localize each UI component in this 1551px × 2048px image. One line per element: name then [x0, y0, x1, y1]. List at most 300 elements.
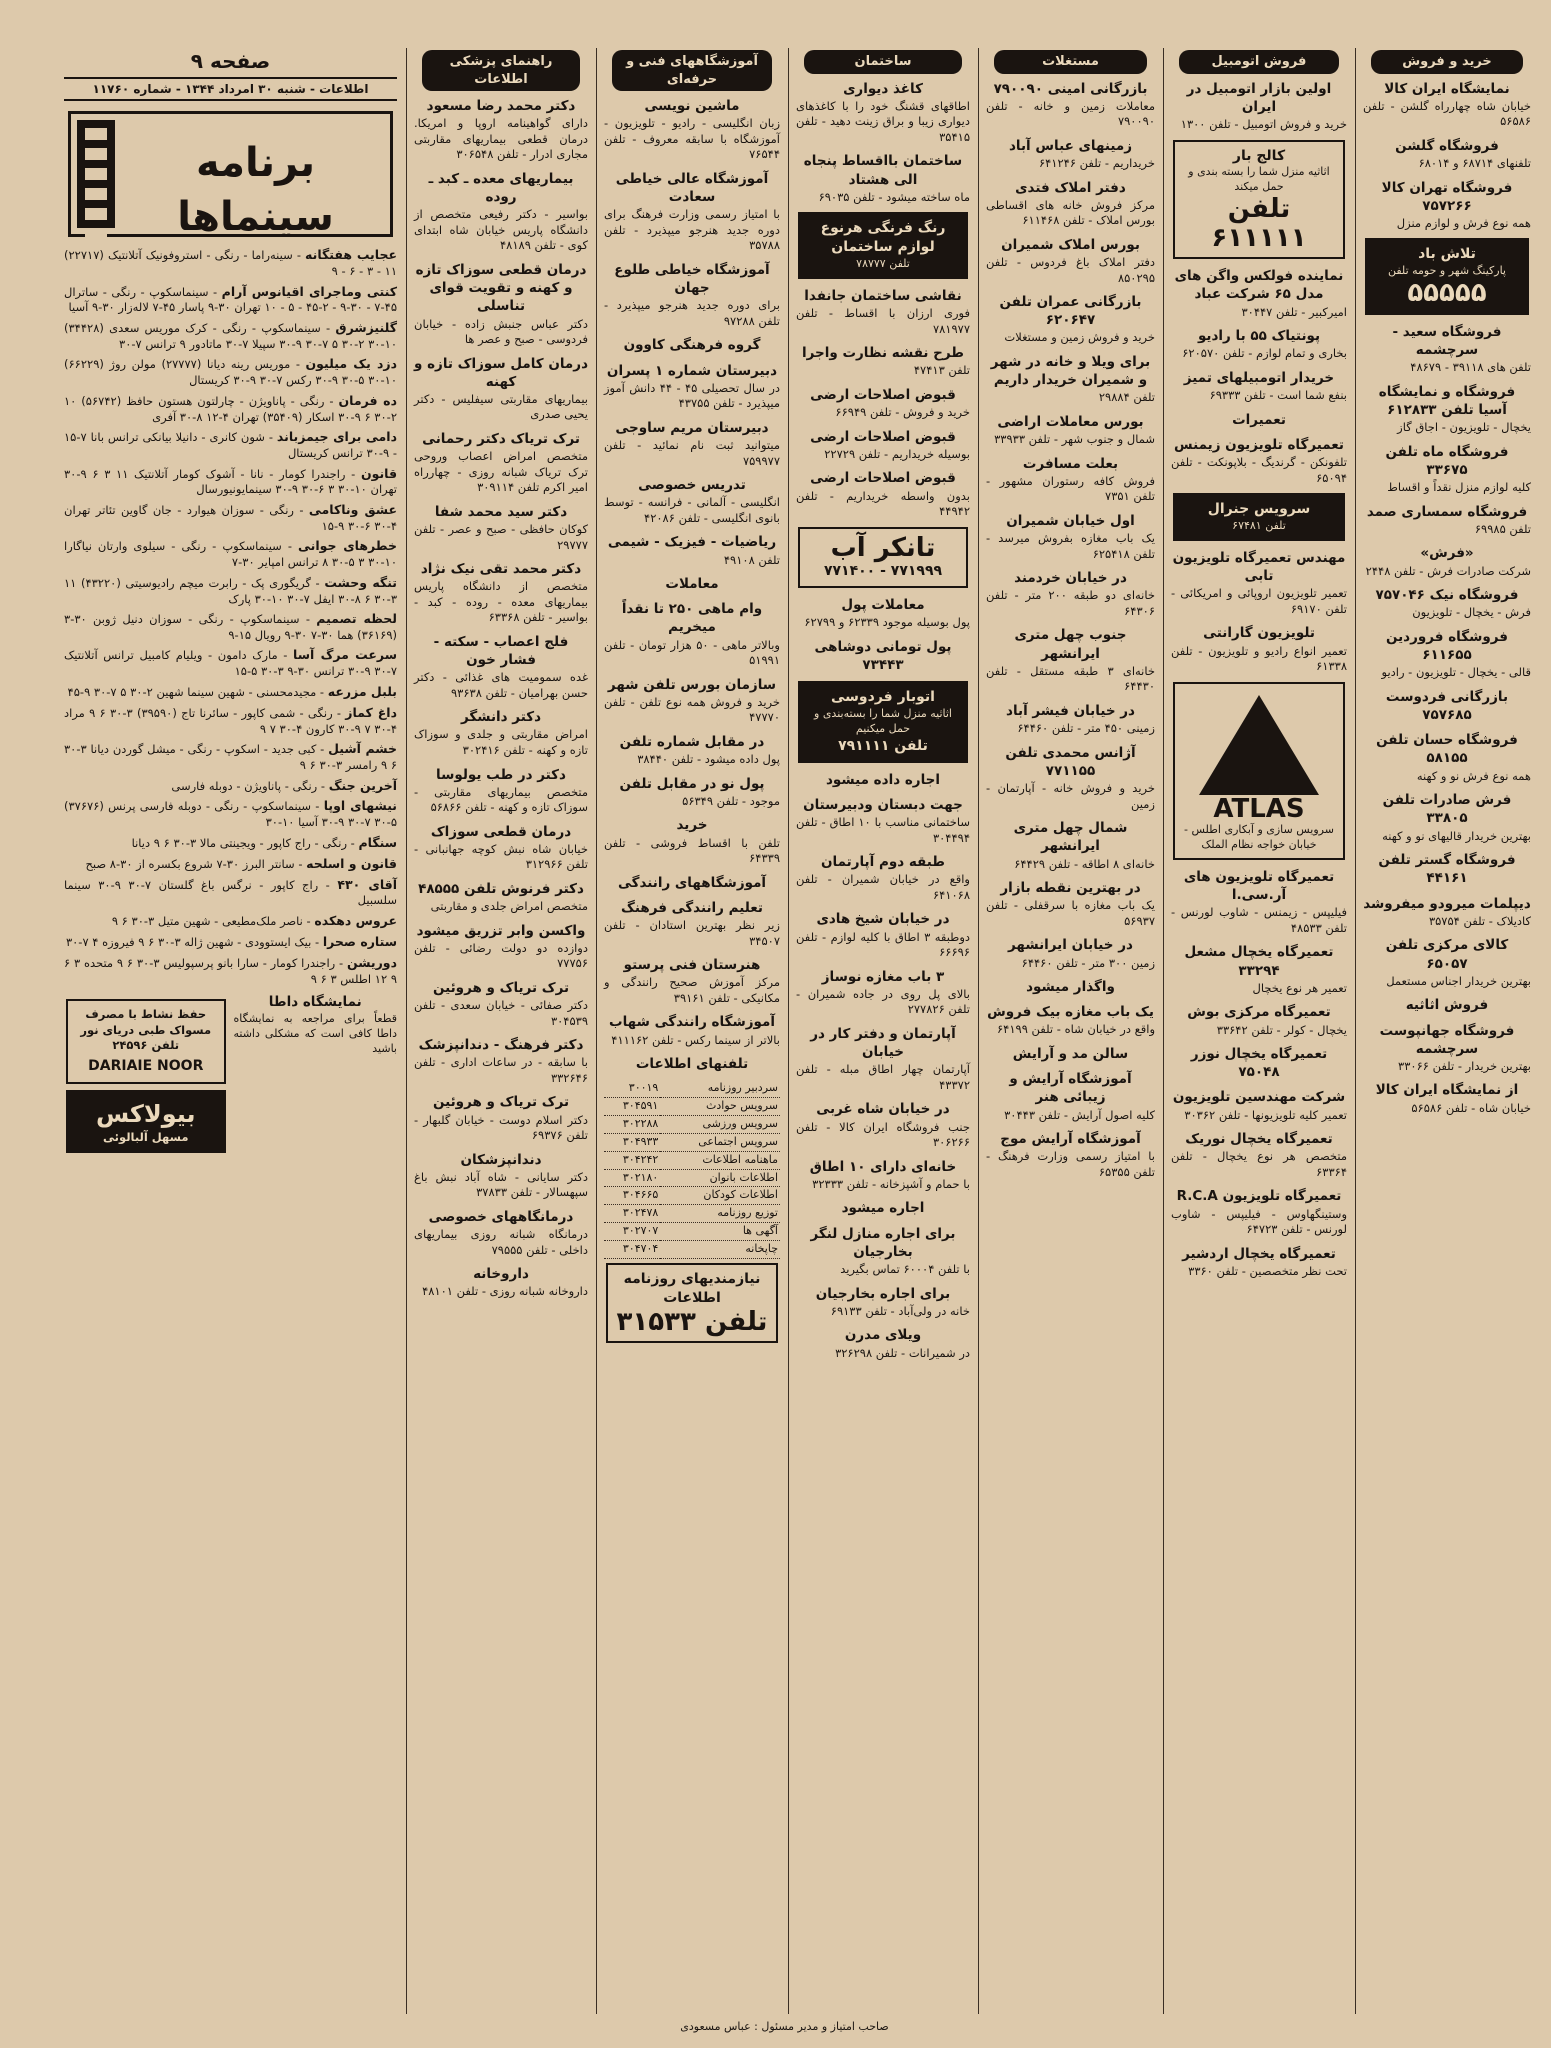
- ad-title: درمان قطعی سوزاک تازه و کهنه و تقویت قوای تناسلی: [415, 261, 587, 315]
- box-sub: اثاثیه منزل شما را بسته بندی و حمل میکند: [1188, 165, 1330, 194]
- box-phone: ۵۵۵۵۵: [1407, 278, 1487, 309]
- ad-title: بعلت مسافرت: [1022, 455, 1119, 472]
- classified-ad: [986, 626, 1155, 694]
- ad-title: دندانپزشکان: [460, 1151, 542, 1168]
- classified-ad: [796, 1158, 970, 1193]
- ad-sub: مسهل آلبالوئی: [103, 1129, 189, 1144]
- classified-ad: [796, 469, 970, 519]
- ad-list: [796, 80, 970, 1361]
- ad-body: با سابقه - در ساعات اداری - تلفن ۳۳۲۶۴۶: [414, 1055, 588, 1085]
- classified-ad: [414, 503, 588, 553]
- ad-title: آموزشگاههای رانندگی: [617, 874, 767, 891]
- classified-ad: [604, 733, 780, 768]
- column-rule: [406, 48, 407, 2014]
- classified-ad: [1171, 267, 1347, 320]
- film-title: دامی برای جیمزباند: [276, 429, 397, 445]
- ad-body: تلفن با اقساط فروشی - تلفن ۶۴۳۳۹: [604, 835, 780, 866]
- classified-ad: [986, 936, 1155, 971]
- ad-body: مرکز آموزش صحیح رانندگی و مکانیکی - تلفن ۳۹۱۶۱: [604, 975, 780, 1005]
- ad-body: متخصص از دانشگاه پاریس بیماریهای معده - روده - کبد - بواسیر - تلفن ۶۳۳۶۸: [414, 579, 588, 625]
- ad-title: بیماریهای معده ـ کبد ـ روده: [428, 170, 574, 206]
- ad-body: دفتر املاک باغ فردوس - تلفن ۸۵۰۲۹۵: [986, 255, 1155, 285]
- showtimes: رنگی - پاناویژن - چارلتون هستون حافظ (۵۶۷۴۲) ۱۰ ۲-۳۰ ۶ ۹-۳۰ اسکار (۳۵۴۰۹) تهران ۴-۱۲ ۸-۳۰ آفری: [64, 393, 397, 424]
- ad-body: تحت نظر متخصصین - تلفن ۳۳۶۰: [1188, 1263, 1347, 1278]
- phone-number: ۳۰۴۶۶۵: [604, 1187, 660, 1205]
- showtimes: سینماسکوپ - رنگی - سوزان دنیل ژوبن ۳۰-۳ (۳۶۱۶۹) هما ۳۰-۷ ۳۰-۹ رویال ۱۵-۹: [64, 612, 397, 642]
- ad-body: خانه‌ای ۳ طبقه مستقل - تلفن ۶۴۴۳۰: [986, 663, 1155, 694]
- ad-title: تعلیم رانندگی فرهنگ: [621, 899, 763, 916]
- ad-title: برای اجاره بخارجیان: [815, 1285, 951, 1302]
- classified-ad: [796, 638, 970, 674]
- ad-body: دارای گواهینامه اروپا و امریکا. درمان قطعی بیماریهای مقاربتی مجاری ادرار - تلفن ۳۰۶۵۴۸: [414, 116, 588, 162]
- ad-body: قطعاً برای مراجعه به نمایشگاه داطا کافی است که مشکلی داشته باشید: [233, 1012, 397, 1055]
- phone-number: ۳۰۲۴۷۸: [604, 1205, 660, 1223]
- column-schools: [598, 48, 786, 2014]
- ad-body: بهترین خریدار قالیهای نو و کهنه: [1382, 828, 1531, 843]
- classified-ad: [986, 179, 1155, 229]
- showtimes: موریس رینه دیانا (۲۷۷۷۷) مولن روژ (۶۶۲۲۹) ۱۰-۳۰ ۵-۳۰ ۹-۳۰ رکس ۷-۳۰ ۹-۳۰ کریستال: [64, 357, 397, 388]
- kalaj-movers-box-ad: [1173, 140, 1345, 260]
- ad-body: بخاری و تمام لوازم - تلفن ۶۲۰۵۷۰: [1182, 346, 1347, 361]
- ad-body: با حمام و آشپزخانه - تلفن ۳۲۳۳۳: [812, 1176, 970, 1191]
- showtimes: سینماسکوپ - رنگی - دوبله فارسی پرنس (۳۷۶۷۶) ۵-۳۰ ۷-۳۰ ۹-۳۰ آسیا ۱۰-۳۰: [64, 799, 397, 830]
- ad-body: خرید و فروش اتومبیل - تلفن ۱۳۰۰: [1180, 116, 1347, 131]
- ad-title: فروشگاه سمساری صمد: [1366, 503, 1528, 520]
- column-header: راهنمای پزشکی اطلاعات: [422, 50, 580, 91]
- ad-list: [414, 97, 588, 1300]
- ad-title: سازمان بورس تلفن شهر: [607, 676, 777, 693]
- ad-title: جهت دبستان ودبیرستان: [803, 796, 963, 813]
- ad-title: بازرگانی امینی ۷۹۰۰۹۰: [993, 80, 1148, 97]
- ad-body: شرکت صادرات فرش - تلفن ۲۴۴۸: [1365, 563, 1531, 578]
- ad-title: آژانس محمدی تلفن ۷۷۱۱۵۵: [1005, 744, 1136, 779]
- classified-ad: [604, 336, 780, 354]
- ad-body: واقع در خیابان شمیران - تلفن ۶۴۱۰۶۸: [796, 872, 970, 902]
- classified-ad: [1171, 436, 1347, 486]
- ad-body: برای دوره جدید هنرجو میپذیرد - تلفن ۹۷۲۸۸: [604, 298, 780, 328]
- ad-title: دکتر فرهنگ - دندانپزشک: [418, 1037, 584, 1054]
- ad-title: معاملات پول: [841, 597, 925, 614]
- ad-body: تلفن ۶۹۹۸۵: [1474, 521, 1531, 536]
- phone-name: سرویس ورزشی: [660, 1116, 780, 1134]
- ad-title: ترک تریاک و هروئین: [432, 979, 570, 996]
- showtimes: رنگی - راج کاپور - ویجینتی مالا ۳-۳۰ ۶ ۹ دیانا: [131, 835, 347, 850]
- classified-ad: [796, 428, 970, 463]
- phone-number: ۳۰۰۱۹: [604, 1080, 660, 1097]
- classified-ad: [796, 771, 970, 789]
- ad-body: با تلفن ۶۰۰۰۴ تماس بگیرید: [840, 1262, 970, 1277]
- ad-body: قالی - یخچال - تلویزیون - رادیو: [1381, 665, 1531, 680]
- classified-ad: [604, 575, 780, 593]
- ad-title: پونتیاک ۵۵ با رادیو: [1197, 328, 1321, 345]
- ad-title: ۳ باب مغازه نوساز: [821, 968, 945, 985]
- ad-body: با امتیاز رسمی وزارت فرهنگ برای دوره جدید هنرجو میپذیرد - تلفن ۳۵۷۸۸: [604, 207, 780, 253]
- ad-body: تعمیر هر نوع یخچال: [1252, 980, 1347, 995]
- ad-body: بواسیر - دکتر رفیعی متخصص از دانشگاه پاریس خیابان شاه ابتدای کوی - تلفن ۴۸۱۸۹: [414, 207, 588, 253]
- film-title: دوریشن: [346, 954, 397, 970]
- cinema-entry: آقای ۴۳۰ ‑ راج کاپور - نرگس باغ گلستان ۷-۳۰ ۹-۳۰ سینما سلسبیل: [64, 876, 397, 908]
- ad-body: همه نوع فرش و لوازم منزل: [1396, 215, 1531, 230]
- ad-title: کاغذ دیواری: [843, 80, 923, 97]
- cinema-entry: لحظه تصمیم ‑ سینماسکوپ - رنگی - سوزان دنیل ژوبن ۳۰-۳ (۳۶۱۶۹) هما ۳۰-۷ ۳۰-۹ رویال ۱۵-۹: [64, 611, 398, 642]
- ad-title: قبوض اصلاحات ارضی: [810, 470, 956, 487]
- classified-ad: [604, 775, 780, 810]
- classified-ad: [796, 1199, 970, 1217]
- ad-title: اول خیابان شمیران: [1006, 512, 1135, 529]
- cinema-list: [64, 247, 397, 987]
- film-title: نیشهای اوپا: [323, 798, 397, 814]
- ad-title: شرکت مهندسین تلویزیون: [1172, 1089, 1346, 1106]
- ad-title: دکتر در طب یولوسا: [436, 766, 566, 783]
- ad-title: در خیابان شاه غربی: [816, 1101, 950, 1118]
- column-header: آموزشگاههای فنی و حرفه‌ای: [612, 50, 772, 91]
- ad-title: فروشگاه نیک ۷۵۷۰۴۶: [1375, 587, 1519, 604]
- classified-ad: [414, 1151, 588, 1201]
- classified-ad: [604, 261, 780, 329]
- classified-ad: [604, 600, 780, 668]
- ad-body: فروش کافه رستوران مشهور - تلفن ۷۳۵۱: [986, 473, 1155, 504]
- phone-number: ۳۰۲۷۰۷: [604, 1223, 660, 1241]
- ad-brand: DARIAIE NOOR: [88, 1057, 204, 1074]
- ad-body: در شمیرانات - تلفن ۳۲۶۲۹۸: [835, 1345, 970, 1360]
- classified-ad: [604, 1055, 780, 1073]
- column-rule: [596, 48, 597, 2014]
- film-title: خطرهای جوانی: [298, 538, 397, 554]
- ad-body: کادیلاک - تلفن ۳۵۷۵۴: [1428, 913, 1531, 928]
- page-header: [64, 48, 397, 101]
- showtimes: سینماسکوپ - رنگی - ساترال ۴۵-۷ - ۳۰-۹ - ۲-۴۵ - ۵ - ۱۰ تهران ۳۰-۹ پاسار ۴۵-۷ لاله‌زار ۳۰-۹ آسیا: [64, 284, 397, 315]
- classified-ad: [1363, 731, 1531, 784]
- classified-ad: [986, 80, 1155, 130]
- classified-ad: [796, 796, 970, 846]
- classified-ad: [986, 1130, 1155, 1180]
- ad-body: پول بوسیله موجود ۶۲۳۳۹ و ۶۲۷۹۹: [804, 615, 970, 630]
- general-service-box-ad: [1173, 493, 1345, 541]
- ad-body: اطاقهای قشنگ خود را با کاغذهای دیواری زیبا و براق زینت دهید - تلفن ۳۵۴۱۵: [796, 98, 970, 144]
- film-title: ستاره صحرا: [322, 933, 397, 949]
- cinema-entry: دوریشن ‑ راجندرا کومار - سارا بانو پرسپولیس ۳-۳۰ ۶ ۹ متحده ۳ ۶ ۹ ۱۲ اطلس ۳ ۶ ۹: [64, 954, 397, 986]
- classified-ad: [1363, 443, 1531, 496]
- classified-ad: [1363, 628, 1531, 681]
- showtimes: رنگی - سوزان هیوارد - جان گاوین تئاتر تهران ۴-۳۰ ۶-۳۰ ۹-۱۵: [64, 502, 397, 533]
- classified-ad: [1363, 936, 1531, 989]
- ad-title: پول نو در مقابل تلفن: [619, 775, 765, 792]
- ad-body: تلفن ۴۹۱۰۸: [723, 552, 780, 567]
- ad-title: جنوب چهل متری ایرانشهر: [1014, 627, 1127, 662]
- classified-ad: [986, 1070, 1155, 1123]
- classified-ad: [796, 853, 970, 903]
- ad-body: یخچال - تلویزیون - اجاق گاز: [1397, 420, 1531, 435]
- classified-ad: [414, 979, 588, 1029]
- film-title: قانون: [360, 465, 398, 481]
- ad-title: در خیابان فیشر آباد: [1006, 702, 1135, 719]
- showtimes: راج کاپور - نرگس باغ گلستان ۷-۳۰ ۹-۳۰ سینما سلسبیل: [64, 877, 397, 908]
- classified-ad: [604, 97, 780, 163]
- ad-title: اجاره میشود: [841, 1200, 925, 1217]
- ad-title: تعمیرگاه یخچال نوزر ۷۵۰۴۸: [1190, 1046, 1328, 1081]
- classified-ad: [604, 816, 780, 866]
- ad-title: تعمیرگاه یخچال مشعل ۳۳۲۹۴: [1184, 944, 1334, 979]
- phone-name: اطلاعات کودکان: [660, 1187, 780, 1205]
- ad-body: پول داده میشود - تلفن ۳۸۴۴۰: [637, 752, 780, 767]
- classified-ad: [986, 293, 1155, 346]
- ad-title: خرید: [676, 817, 708, 834]
- film-title: بلبل مزرعه: [327, 683, 397, 699]
- ad-body: بدون واسطه خریداریم - تلفن ۴۴۹۴۲: [796, 488, 970, 519]
- ad-title: ویلای مدرن: [844, 1327, 922, 1344]
- ad-body: فرش - یخچال - تلویزیون: [1412, 605, 1531, 620]
- classified-ad: [414, 1036, 588, 1086]
- classified-ad: [604, 1013, 780, 1048]
- ad-body: دکتر اسلام دوست - خیابان گلبهار - تلفن ۶۹۳۷۶: [414, 1112, 588, 1143]
- classified-ad: [986, 819, 1155, 872]
- showtimes: ناصر ملک‌مطیعی - شهین متیل ۳-۳۰ ۶ ۹: [111, 913, 303, 928]
- film-title: آقای ۴۳۰: [337, 876, 397, 892]
- ad-body: انگلیسی - آلمانی - فرانسه - توسط بانوی انگلیسی - تلفن ۴۲۰۸۶: [604, 495, 780, 525]
- ad-title: نمایشگاه ایران کالا: [1384, 80, 1510, 97]
- classified-ad: [1363, 688, 1531, 724]
- cinema-entry: بلبل مزرعه ‑ مجیدمحسنی - شهین سینما شهین ۲-۳۰ ۵ ۷-۳۰ ۹-۴۵: [67, 683, 397, 699]
- cinema-entry: سنگام ‑ رنگی - راج کاپور - ویجینتی مالا ۳-۳۰ ۶ ۹ دیانا: [131, 834, 397, 850]
- bottom-ads-right: [234, 993, 398, 1159]
- ad-title: تعمیرگاه یخچال اردشیر: [1182, 1245, 1336, 1262]
- classified-ad: [414, 170, 588, 254]
- film-title: ده فرمان: [338, 392, 397, 408]
- box-title: سرویس جنرال: [1207, 501, 1311, 518]
- ad-body: تلفن ۲۹۸۸۴: [1098, 390, 1155, 405]
- ad-body: تلفونکن - گرندیگ - بلاپونکت - تلفن ۶۵۰۹۴: [1171, 455, 1347, 485]
- cinema-entry: خطرهای جوانی ‑ سینماسکوپ - رنگی - سیلوی وارتان نیاگارا ۱۰-۳۰ ۳ ۵-۳۰ ۸ ترانس امپایر ۳۰-۷: [64, 538, 397, 570]
- dateline: اطلاعات - شنبه ۳۰ امرداد ۱۳۴۴ - شماره ۱۱۷۶۰: [64, 77, 397, 101]
- ad-body: معاملات زمین و خانه - تلفن ۷۹۰۰۹۰: [986, 98, 1155, 129]
- ad-title: برای ویلا و خانه در شهر و شمیران خریدار داریم: [990, 353, 1151, 389]
- ad-body: دکتر صفائی - خیابان سعدی - تلفن ۳۰۴۵۳۹: [414, 998, 588, 1028]
- column-auto: [1165, 48, 1353, 2014]
- cinema-entry: گلنیزشرق ‑ سینماسکوپ - رنگی - کرک موریس سعدی (۳۴۴۲۸) ۱۰-۳۰ ۲-۳۰ ۵ ۷-۳۰ ۹-۳۰ سپیلا ۷-۳۰ ماتادور ۹ ترانس ۷-۳۰: [64, 319, 397, 351]
- atlas-box-ad: [1173, 682, 1345, 860]
- classified-ad: [1171, 1088, 1347, 1123]
- phone-name: چاپخانه: [660, 1240, 780, 1258]
- ad-body: داروخانه شبانه روزی - تلفن ۴۸۱۰۱: [422, 1284, 588, 1299]
- film-title: آخرین جنگ: [328, 777, 397, 793]
- ad-title: فروشگاه حسان تلفن ۵۸۱۵۵: [1376, 732, 1518, 767]
- ad-body: ماه ساخته میشود - تلفن ۶۹۰۳۵: [818, 189, 970, 204]
- phone-name: آگهی ها: [660, 1223, 780, 1241]
- classified-ad: [1363, 1081, 1531, 1116]
- classified-ad: [1363, 1022, 1531, 1075]
- ad-body: کلیه لوازم منزل نقداً و اقساط: [1387, 480, 1531, 495]
- ad-body: خرید و فروش همه نوع تلفن - تلفن ۴۷۷۷۰: [604, 694, 780, 725]
- showtimes: مارک دامون - ویلیام کامبیل ترانس آتلانتیک ۷-۳۰ ۹-۳۰ ترانس ۳۰-۹ ۳-۳۰ ۵-۱۵: [64, 648, 397, 679]
- phone-number: ۳۰۴۵۹۱: [604, 1098, 660, 1116]
- ad-title: دکتر فرنوش تلفن ۴۸۵۵۵: [418, 881, 584, 897]
- column-cinema: [58, 48, 403, 2014]
- ad-body: بالای پل روی در جاده شمیران - تلفن ۲۷۷۸۲۶: [796, 986, 970, 1017]
- ad-body: کلیه اصول آرایش - تلفن ۳۰۴۴۳: [1004, 1107, 1155, 1122]
- cinema-entry: قانون ‑ راجندرا کومار - نانا - آشوک کومار آتلانتیک ۱۱ ۳ ۶ ۹-۳۰ تهران ۱۰-۳۰ ۳ ۶-۳۰ ۹-۳۰ سینمایونیورسال: [64, 465, 398, 497]
- ad-body: متخصص امراض اعصاب وروحی ترک تریاک شبانه روزی - چهارراه امیر اکرم تلفن ۳۰۹۱۱۴: [414, 449, 588, 495]
- ad-title: دبیرستان شماره ۱ پسران: [606, 362, 778, 379]
- ad-body: درمانگاه شبانه روزی بیماریهای داخلی - تلفن ۷۹۵۵۵: [414, 1227, 588, 1257]
- ad-body: خرید و فروش زمین و مستغلات: [1004, 330, 1155, 345]
- cinema-entry: آخرین جنگ ‑ رنگی - پاناویژن - دوبله فارسی: [171, 777, 397, 793]
- classified-ad: [604, 476, 780, 526]
- ad-title: نقاشی ساختمان جانفدا: [804, 287, 962, 304]
- column-rule: [978, 48, 979, 2014]
- ad-title: قبوض اصلاحات ارضی: [810, 386, 956, 403]
- ad-title: ترک تریاک دکتر رحمانی: [422, 431, 580, 447]
- classified-ad: [414, 1093, 588, 1143]
- classified-ad: [986, 978, 1155, 996]
- classified-ad: [604, 899, 780, 949]
- ad-title: بورس املاک شمیران: [1001, 236, 1140, 253]
- page-number: صفحه ۹: [190, 49, 271, 73]
- classified-ad: [604, 170, 780, 254]
- ad-title: تعمیرگاه یخچال نوریک: [1185, 1131, 1333, 1148]
- ad-body: بالاتر از سینما رکس - تلفن ۴۱۱۱۶۲: [611, 1032, 780, 1047]
- box-title: اتوبار فردوسی: [831, 689, 935, 706]
- ad-title: خانه‌ای دارای ۱۰ اطاق: [809, 1158, 957, 1175]
- classified-ad: [414, 430, 588, 496]
- classified-ad: [1171, 1045, 1347, 1081]
- phone-row: [604, 1098, 780, 1116]
- ad-body: واقع در خیابان شاه - تلفن ۶۴۱۹۹: [997, 1022, 1155, 1037]
- phone-row: [604, 1116, 780, 1134]
- phone-name: اطلاعات بانوان: [660, 1169, 780, 1187]
- showtimes: سانتر البرز ۳۰-۷ شروع بکسره از ۳۰-۸ صبح: [85, 856, 295, 871]
- phone-row: [604, 1151, 780, 1169]
- water-tanker-box-ad: [798, 527, 968, 588]
- film-title: خشم آشیل: [328, 741, 397, 757]
- classified-ad: [986, 702, 1155, 737]
- box-title: نیازمندیهای روزنامه اطلاعات: [623, 1270, 761, 1306]
- classified-ad: [414, 708, 588, 758]
- ad-title: تدریس خصوصی: [638, 477, 746, 494]
- classified-ad: [796, 596, 970, 631]
- bottom-ads-row: [64, 993, 397, 1159]
- cinema-entry: کنتی وماجرای اقیانوس آرام ‑ سینماسکوپ - رنگی - ساترال ۴۵-۷ - ۳۰-۹ - ۲-۴۵ - ۵ - ۱۰ تهران ۳۰-۹ پاسار ۴۵-۷ لاله‌زار ۳۰-۹ آسیا: [64, 283, 397, 315]
- ad-title: درمان قطعی سوزاک: [430, 823, 572, 840]
- box-phone: تلفن ۷۸۷۷۷: [856, 257, 910, 271]
- ad-body: با امتیاز رسمی وزارت فرهنگ - تلفن ۶۵۳۵۵: [986, 1149, 1155, 1179]
- film-title: عشق وناکامی: [308, 501, 397, 517]
- ad-title: تعمیرات: [1232, 411, 1286, 428]
- column-property: [980, 48, 1161, 2014]
- classified-ad: [1171, 327, 1347, 362]
- classified-ad: [796, 344, 970, 379]
- phone-number: ۳۰۴۲۴۲: [604, 1151, 660, 1169]
- cinema-entry: ستاره صحرا ‑ بیک ایستوودی - شهین ژاله ۳-۳۰ ۶ ۹ فیروزه ۴ ۷-۳۰: [65, 933, 397, 949]
- ad-title: آموزشگاه رانندگی شهاب: [609, 1014, 775, 1031]
- classified-ad: [414, 922, 588, 972]
- column-header: خرید و فروش: [1371, 50, 1523, 74]
- classifieds-box-ad: [606, 1263, 778, 1343]
- ad-body: امیرکبیر - تلفن ۳۰۴۴۷: [1241, 304, 1347, 319]
- ad-body: بیماریهای مقاربتی سیفلیس - دکتر یحیی صدری: [414, 391, 588, 422]
- ad-body: تعمیر تلویزیون اروپائی و امریکائی - تلفن ۶۹۱۷۰: [1171, 586, 1347, 616]
- ad-body: بوسیله خریداریم - تلفن ۲۲۷۲۹: [824, 446, 970, 461]
- phone-row: [604, 1205, 780, 1223]
- classified-ad: [986, 455, 1155, 505]
- ad-body: امراض مقاربتی و جلدی و سوزاک تازه و کهنه - تلفن ۳۰۲۴۱۶: [414, 727, 588, 757]
- ad-title: یک باب مغازه بیک فروش: [987, 1004, 1154, 1021]
- ad-title: در خیابان شیخ هادی: [816, 911, 950, 928]
- film-title: سنگام: [358, 834, 397, 850]
- ad-title: ماشین نویسی: [644, 98, 740, 115]
- cinema-entry: عشق وناکامی ‑ رنگی - سوزان هیوارد - جان گاوین تئاتر تهران ۴-۳۰ ۶-۳۰ ۹-۱۵: [64, 501, 397, 533]
- ad-list: [604, 97, 780, 1343]
- ad-body: تلفنهای ۶۸۷۱۴ و ۶۸۰۱۴: [1418, 156, 1531, 171]
- ad-title: تلفنهای اطلاعات: [635, 1056, 749, 1073]
- phone-row: [604, 1169, 780, 1187]
- classified-ad: [1171, 1130, 1347, 1180]
- bulax-ad: [66, 1090, 226, 1154]
- classified-ad: [414, 766, 588, 816]
- ad-body: بهترین خریدار - تلفن ۳۳۰۶۶: [1398, 1058, 1531, 1073]
- classified-ad: [1363, 179, 1531, 232]
- ad-body: تعمیر کلیه تلویزیونها - تلفن ۳۰۳۶۲: [1184, 1107, 1347, 1122]
- box-sub: پارکینگ شهر و حومه تلفن: [1387, 264, 1506, 278]
- classified-ad: [986, 879, 1155, 929]
- classified-ad: [796, 1285, 970, 1320]
- classified-ad: [604, 676, 780, 726]
- classified-ad: [1363, 996, 1531, 1014]
- ad-title: خریدار اتومبیلهای تمیز: [1183, 369, 1335, 386]
- ad-title: شمال چهل متری ایرانشهر: [1013, 820, 1128, 855]
- ad-body: شمال و جنوب شهر - تلفن ۳۳۹۳۳: [994, 432, 1155, 447]
- column-header: فروش اتومبیل: [1179, 50, 1339, 74]
- ad-body: زمینی ۴۵۰ متر - تلفن ۶۴۴۶۰: [1017, 721, 1155, 736]
- ad-body: متخصص امراض جلدی و مقاربتی: [430, 899, 588, 914]
- cinema-entry: داغ کماز ‑ رنگی - شمی کاپور - سائرنا تاج (۳۹۵۹۰) ۳-۳۰ ۶ ۹ مراد ۴-۳۰ ۷ ۹-۳۰ کارون ۴-۳۰ ۷ ۹: [64, 704, 398, 736]
- classified-ad: [1171, 943, 1347, 996]
- ad-title: دکتر سید محمد شفا: [434, 503, 568, 520]
- classified-ad: [796, 1100, 970, 1150]
- classified-ad: [986, 353, 1155, 406]
- classified-ad: [1171, 1187, 1347, 1237]
- ad-body: خیابان شاه نبش کوچه جهانبانی - تلفن ۳۱۲۹۶۶: [414, 841, 588, 872]
- ad-title: فروشگاه و نمایشگاه آسیا تلفن ۶۱۲۸۳۳: [1378, 383, 1516, 418]
- phone-row: [604, 1187, 780, 1205]
- cinema-entry: نیشهای اوپا ‑ سینماسکوپ - رنگی - دوبله فارسی پرنس (۳۷۶۷۶) ۵-۳۰ ۷-۳۰ ۹-۳۰ آسیا ۱۰-۳۰: [64, 798, 397, 830]
- ad-text: حفظ نشاط با مصرف مسواک طبی دریای نور تلفن ۲۴۵۹۶: [80, 1007, 212, 1053]
- ad-title: درمان کامل سوزاک تازه و کهنه: [413, 355, 588, 390]
- classified-ad: [414, 97, 588, 163]
- classified-ad: [796, 1225, 970, 1278]
- ad-title: در خیابان ایرانشهر: [1008, 937, 1133, 954]
- ad-title: فروشگاه ماه تلفن ۳۳۶۷۵: [1385, 443, 1509, 478]
- column-rule: [788, 48, 789, 2014]
- paint-box-ad: [798, 212, 968, 279]
- ad-body: خیابان شاه چهارراه گلشن - تلفن ۵۶۵۸۶: [1363, 98, 1531, 129]
- box-title: کالج بار: [1232, 147, 1286, 164]
- cinema-entry: سرعت مرگ آسا ‑ مارک دامون - ویلیام کامبیل ترانس آتلانتیک ۷-۳۰ ۹-۳۰ ترانس ۳۰-۹ ۳-۳۰ ۵-۱۵: [64, 647, 397, 679]
- classified-ad: [1363, 544, 1531, 579]
- classified-ad: [796, 386, 970, 421]
- showtimes: کبی جدید - اسکوپ - رنگی - میشل گوردن دیانا ۳-۳۰ ۶ ۹ رامسر ۳-۳۰ ۶ ۹: [64, 742, 397, 773]
- phone-name: سرویس اجتماعی: [660, 1133, 780, 1151]
- ad-title: فروشگاه فروردین ۶۱۱۶۵۵: [1385, 628, 1509, 664]
- atlas-logo-icon: [1199, 695, 1319, 795]
- ad-body: یخچال - کولر - تلفن ۳۳۶۴۲: [1216, 1022, 1347, 1037]
- ad-body: جنب فروشگاه ایران کالا - تلفن ۳۰۶۲۶۶: [796, 1119, 970, 1150]
- ad-body: زمین ۳۰۰ متر - تلفن ۶۴۴۶۰: [1021, 955, 1155, 970]
- classified-ad: [796, 968, 970, 1018]
- ad-title: معاملات: [665, 576, 719, 593]
- classified-ad: [796, 1326, 970, 1361]
- ad-body: یک باب مغازه بفروش میرسد - تلفن ۶۲۵۴۱۸: [986, 531, 1155, 561]
- ad-body: غده سمومیت های غذائی - دکتر حسن بهرامیان - تلفن ۹۳۶۳۸: [414, 670, 588, 700]
